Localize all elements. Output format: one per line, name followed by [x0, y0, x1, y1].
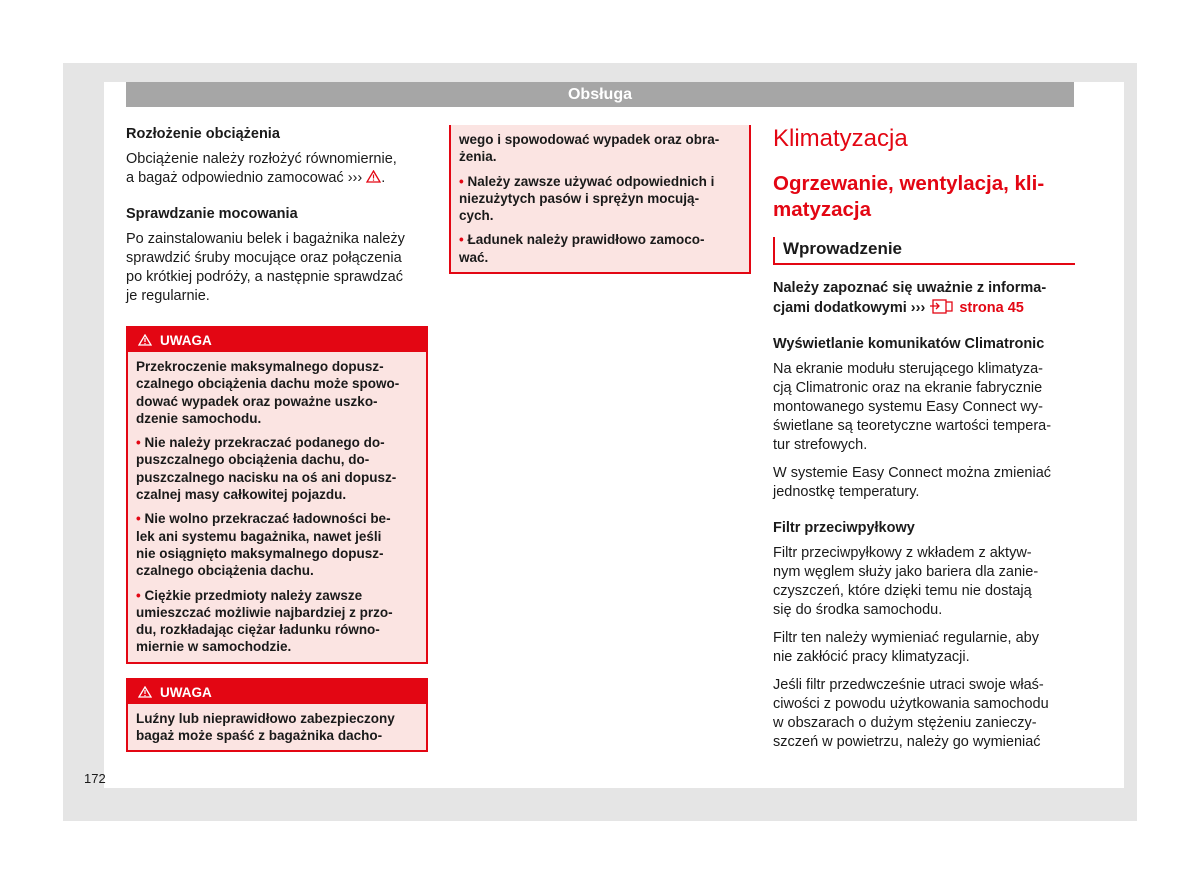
text-line: Nie należy przekraczać podanego do-: [144, 435, 385, 451]
paragraph-pollen-filter: [773, 544, 1075, 620]
column-right: [773, 125, 1075, 761]
arrows-icon: ›››: [910, 300, 926, 316]
warning-text: [136, 710, 418, 745]
warning-header: [128, 680, 426, 704]
warning-triangle-icon[interactable]: [366, 170, 381, 183]
text-line: cych.: [459, 208, 494, 224]
text-line: Filtr przeciwpyłkowy z wkładem z aktyw-: [773, 545, 1032, 561]
text-line: matyzacja: [773, 198, 872, 221]
text-line: czalnego obciążenia dachu.: [136, 563, 314, 579]
text-line: niezużytych pasów i sprężyn mocują-: [459, 190, 700, 206]
heading-check-mounting: Sprawdzanie mocowania: [126, 206, 298, 222]
text-line: Ogrzewanie, wentylacja, kli-: [773, 172, 1045, 195]
intro-paragraph: [773, 279, 1075, 318]
page-number: 172: [84, 771, 106, 786]
warning-body: [451, 125, 749, 272]
text-line: Ładunek należy prawidłowo zamoco-: [467, 232, 705, 248]
text-line: Należy zawsze używać odpowiednich i: [467, 173, 715, 189]
column-left: [126, 125, 428, 752]
warning-bullet: [459, 173, 741, 225]
warning-bullet: [136, 587, 418, 656]
section-header: Obsługa: [126, 82, 1074, 107]
text-line: bagaż może spaść z bagażnika dacho-: [136, 728, 383, 744]
text-line: dować wypadek oraz poważne uszko-: [136, 393, 378, 409]
text-line: nym węglem służy jako bariera dla zanie-: [773, 564, 1039, 580]
text-line: cjami dodatkowymi: [773, 300, 907, 316]
text-line: Nie wolno przekraczać ładowności be-: [144, 511, 391, 527]
book-reference-icon[interactable]: [929, 298, 955, 314]
warning-bullet: [459, 231, 741, 266]
warning-continued-text: [459, 131, 741, 166]
text-line: Obciążenie należy rozłożyć równomiernie,: [126, 151, 397, 167]
text-line: w obszarach o dużym stężeniu zanieczy-: [773, 715, 1037, 731]
paragraph-filter-replace: [773, 629, 1075, 667]
warning-label: UWAGA: [160, 333, 212, 348]
warning-body: [128, 704, 426, 751]
arrows-icon: ›››: [347, 170, 363, 186]
paragraph-climatronic: [773, 360, 1075, 455]
text-line: szczeń w powietrzu, należy go wymieniać: [773, 734, 1041, 750]
text-line: czyszczeń, które dzięki temu nie dostają: [773, 583, 1032, 599]
text-line: je regularnie.: [126, 288, 210, 304]
text-line: świetlane są teoretyczne wartości tempera-: [773, 418, 1052, 434]
warning-bullet: [136, 510, 418, 579]
paragraph-check-mounting: [126, 230, 428, 306]
bullet-icon: •: [459, 232, 464, 248]
text-line: montowanego systemu Easy Connect wy-: [773, 399, 1043, 415]
paragraph-load-distribution: Obciążenie należy rozłożyć równomiernie, a bagaż odpowiednio zamocować ››› .: [126, 151, 397, 186]
text-line: nie zakłócić pracy klimatyzacji.: [773, 649, 970, 665]
column-middle: [449, 125, 751, 274]
bullet-icon: •: [136, 511, 141, 527]
warning-label: UWAGA: [160, 684, 212, 700]
text-line: Jeśli filtr przedwcześnie utraci swoje właś-: [773, 677, 1044, 693]
text-line: du, rozkładając ciężar ładunku równo-: [136, 622, 380, 638]
warning-intro: [136, 358, 418, 427]
text-line: czalnej masy całkowitej pojazdu.: [136, 487, 347, 503]
warning-header: [128, 328, 426, 352]
text-line: Ciężkie przedmioty należy zawsze: [144, 587, 363, 603]
text-line: puszczalnego obciążenia dachu, do-: [136, 452, 370, 468]
text-line: Filtr ten należy wymieniać regularnie, aby: [773, 630, 1039, 646]
text-line: W systemie Easy Connect można zmieniać: [773, 465, 1052, 481]
text-line: jednostkę temperatury.: [773, 484, 920, 500]
text-line: dzenie samochodu.: [136, 410, 262, 426]
text-line: Po zainstalowaniu belek i bagażnika należy: [126, 231, 405, 247]
text-line: nie osiągnięto maksymalnego dopusz-: [136, 545, 384, 561]
text-line: Przekroczenie maksymalnego dopusz-: [136, 359, 384, 374]
text-line: czalnego obciążenia dachu może spowo-: [136, 376, 400, 392]
bullet-icon: •: [459, 173, 464, 189]
warning-box-continued: [449, 125, 751, 274]
text-line: puszczalnego nacisku na oś ani dopusz-: [136, 469, 397, 485]
text-line: lek ani systemu bagażnika, nawet jeśli: [136, 528, 382, 544]
warning-box-luggage: [126, 678, 428, 753]
text-line: ciwości z powodu użytkowania samochodu: [773, 696, 1049, 712]
bullet-icon: •: [136, 587, 141, 603]
text-line: a bagaż odpowiednio zamocować: [126, 170, 344, 186]
text-line: Należy zapoznać się uważnie z informa-: [773, 280, 1047, 296]
warning-bullet: [136, 434, 418, 503]
heading-load-distribution: Rozłożenie obciążenia: [126, 126, 280, 142]
heading-climatronic: Wyświetlanie komunikatów Climatronic: [773, 336, 1045, 352]
warning-box-roof-load: [126, 326, 428, 664]
page-reference-link[interactable]: strona 45: [959, 300, 1024, 316]
warning-body: [128, 352, 426, 662]
bullet-icon: •: [136, 435, 141, 451]
text-line: wego i spowodować wypadek oraz obra-: [459, 132, 720, 147]
text-line: sprawdzić śruby mocujące oraz połączenia: [126, 250, 402, 266]
paragraph-filter-premature: [773, 676, 1075, 752]
subsection-title: Wprowadzenie: [773, 237, 1075, 265]
text-line: wać.: [459, 249, 489, 265]
text-line: umieszczać możliwie najbardziej z przo-: [136, 604, 393, 620]
heading-pollen-filter: Filtr przeciwpyłkowy: [773, 520, 915, 536]
text-line: żenia.: [459, 149, 497, 165]
text-line: cją Climatronic oraz na ekranie fabrycznie: [773, 380, 1043, 396]
chapter-title: Klimatyzacja: [773, 125, 908, 152]
paragraph-easy-connect: [773, 464, 1075, 502]
warning-triangle-icon: [138, 686, 152, 698]
section-title: [773, 171, 1075, 223]
text-line: tur strefowych.: [773, 437, 868, 453]
text-line: miernie w samochodzie.: [136, 639, 292, 655]
text-line: się do środka samochodu.: [773, 602, 943, 618]
warning-triangle-icon: [138, 334, 152, 346]
text-line: Na ekranie modułu sterującego klimatyza-: [773, 361, 1043, 377]
text-line: po krótkiej podróży, a następnie sprawdzać: [126, 269, 403, 285]
text-line: Luźny lub nieprawidłowo zabezpieczony: [136, 710, 395, 726]
